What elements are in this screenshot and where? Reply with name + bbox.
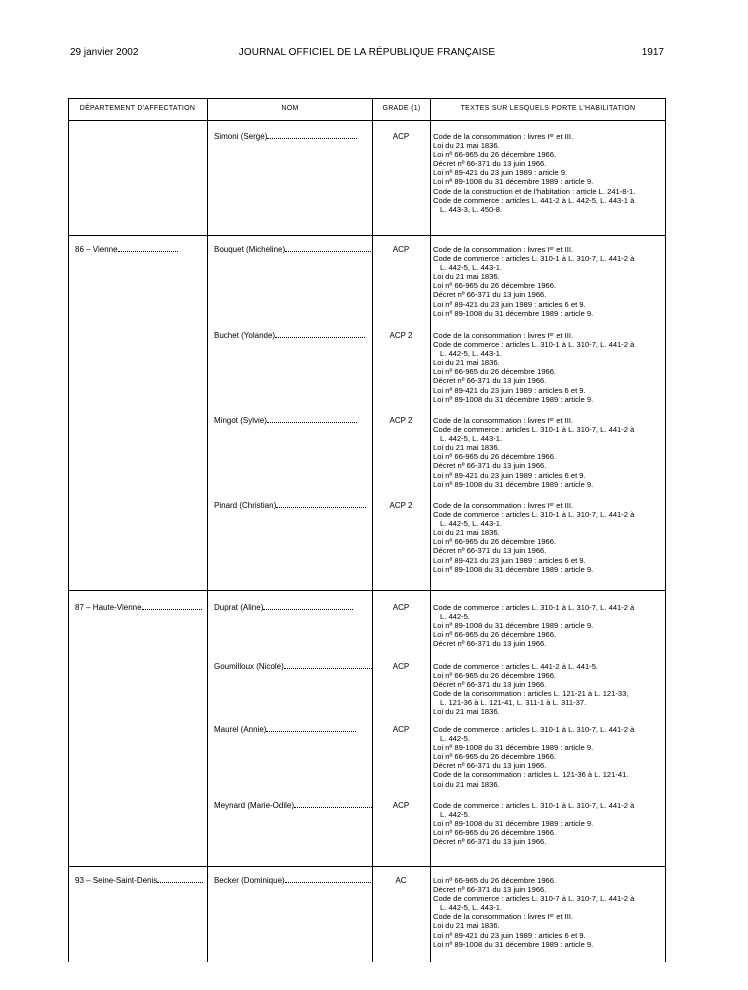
legal-text-line: Loi nº 89-1008 du 31 décembre 1989 : article 9. (433, 308, 594, 318)
dot-leader (285, 251, 372, 252)
department-text: 93 – Seine-Saint-Denis (75, 876, 158, 885)
legal-text-line: L. 442-5, L. 443-1. (440, 903, 503, 913)
table-right-border (665, 98, 666, 962)
habilitation-table (68, 98, 666, 962)
legal-texts (433, 801, 659, 846)
legal-text-line: Code de la construction et de l'habitation : article L. 241-8-1. (433, 186, 636, 196)
legal-text-line: Loi nº 89-1008 du 31 décembre 1989 : article 9. (433, 743, 594, 753)
column-header-nom: NOM (281, 105, 299, 112)
legal-text-line: Loi nº 89-1008 du 31 décembre 1989 : article 9. (433, 394, 594, 404)
grade-value: ACP (392, 725, 410, 734)
grade-value: ACP 2 (389, 331, 413, 340)
legal-text-line: Code de commerce : articles L. 310-1 à L. 310-7, L. 441-2 à (433, 603, 635, 612)
legal-text-line: Code de la consommation : livres Iᵉʳ et III. (433, 416, 574, 425)
legal-text-line: Loi nº 66-965 du 26 décembre 1966. (433, 452, 557, 462)
person-name-text: Mingot (Sylvie) (214, 416, 267, 425)
legal-text-line: Décret nº 66-371 du 13 juin 1966. (433, 376, 547, 386)
legal-text-line: Décret nº 66-371 du 13 juin 1966. (433, 680, 547, 690)
person-name-text: Simoni (Serge) (214, 132, 268, 141)
column-header-departement: DÉPARTEMENT D'AFFECTATION (79, 105, 196, 112)
person-name (214, 876, 372, 885)
dot-leader (284, 668, 372, 669)
grade-value: AC (395, 876, 407, 885)
legal-text-line: Code de commerce : articles L. 310-1 à L. 310-7, L. 441-2 à (433, 340, 635, 350)
legal-text-line: Décret nº 66-371 du 13 juin 1966. (433, 837, 547, 847)
department-label (75, 876, 204, 885)
dot-leader (142, 609, 202, 610)
legal-text-line: L. 442-5. (440, 734, 470, 744)
legal-texts (433, 416, 659, 489)
legal-text-line: Loi nº 89-421 du 23 juin 1989 : articles 6 et 9. (433, 299, 586, 309)
legal-texts (433, 501, 659, 574)
legal-text-line: Code de commerce : articles L. 441-2 à L. 442-5, L. 443-1 à (433, 195, 635, 205)
column-divider (207, 98, 208, 962)
legal-text-line: Loi nº 89-1008 du 31 décembre 1989 : article 9. (433, 939, 594, 949)
legal-text-line: Loi du 21 mai 1836. (433, 443, 500, 453)
dot-leader (267, 138, 357, 139)
grade-value: ACP 2 (389, 416, 413, 425)
legal-text-line: Loi du 21 mai 1836. (433, 921, 500, 931)
legal-texts (433, 245, 659, 318)
grade-value: ACP (392, 662, 410, 671)
legal-text-line: Code de commerce : articles L. 310-1 à L. 310-7, L. 441-2 à (433, 801, 635, 810)
legal-text-line: Code de la consommation : articles L. 121-21 à L. 121-33, (433, 689, 629, 699)
section-rule (68, 590, 666, 591)
legal-text-line: Code de commerce : articles L. 310-7 à L. 310-7, L. 441-2 à (433, 894, 635, 904)
legal-text-line: Code de la consommation : livres Iᵉʳ et III. (433, 245, 574, 254)
table-left-border (68, 98, 69, 962)
section-rule (68, 866, 666, 867)
person-name-text: Maurel (Annie) (214, 725, 267, 734)
legal-text-line: Loi nº 66-965 du 26 décembre 1966. (433, 150, 557, 160)
legal-text-line: Décret nº 66-371 du 13 juin 1966. (433, 290, 547, 300)
legal-text-line: L. 443-3, L. 450-8. (440, 204, 503, 214)
section-rule (68, 235, 666, 236)
person-name (214, 801, 372, 810)
legal-text-line: Décret nº 66-371 du 13 juin 1966. (433, 546, 547, 556)
department-text: 87 – Haute-Vienne (75, 603, 142, 612)
legal-text-line: Loi nº 89-421 du 23 juin 1989 : articles 6 et 9. (433, 385, 586, 395)
legal-text-line: Loi du 21 mai 1836. (433, 358, 500, 368)
legal-text-line: Décret nº 66-371 du 13 juin 1966. (433, 461, 547, 471)
legal-text-line: Code de la consommation : articles L. 121-36 à L. 121-41. (433, 770, 629, 780)
legal-texts (433, 876, 659, 949)
legal-text-line: Code de la consommation : livres Iᵉʳ et III. (433, 132, 574, 141)
legal-text-line: Code de la consommation : livres Iᵉʳ et III. (433, 912, 574, 922)
person-name (214, 416, 372, 425)
grade-value: ACP (392, 603, 410, 612)
person-name-text: Goumilloux (Nicole) (214, 662, 284, 671)
column-divider (372, 98, 373, 962)
legal-text-line: Loi nº 89-1008 du 31 décembre 1989 : article 9. (433, 564, 594, 574)
legal-text-line: Loi nº 66-965 du 26 décembre 1966. (433, 828, 557, 838)
dot-leader (276, 507, 366, 508)
legal-text-line: Loi nº 66-965 du 26 décembre 1966. (433, 671, 557, 681)
legal-text-line: Décret nº 66-371 du 13 juin 1966. (433, 761, 547, 771)
legal-text-line: L. 442-5, L. 443-1. (440, 263, 503, 273)
department-text: 86 – Vienne (75, 245, 118, 254)
legal-text-line: Loi nº 89-421 du 23 juin 1989 : article 9. (433, 168, 568, 178)
journal-title: JOURNAL OFFICIEL DE LA RÉPUBLIQUE FRANÇAISE (238, 47, 496, 58)
legal-text-line: Décret nº 66-371 du 13 juin 1966. (433, 639, 547, 649)
page-header (70, 47, 664, 61)
person-name (214, 603, 372, 612)
column-header-grade: GRADE (1) (382, 105, 421, 112)
person-name (214, 245, 372, 254)
person-name (214, 132, 372, 141)
legal-text-line: Loi du 21 mai 1836. (433, 779, 500, 789)
person-name (214, 501, 372, 510)
legal-text-line: Décret nº 66-371 du 13 juin 1966. (433, 159, 547, 169)
legal-text-line: Loi du 21 mai 1836. (433, 272, 500, 282)
legal-text-line: Loi nº 89-1008 du 31 décembre 1989 : article 9. (433, 479, 594, 489)
grade-value: ACP (392, 801, 410, 810)
dot-leader (266, 731, 356, 732)
column-header-textes: TEXTES SUR LESQUELS PORTE L'HABILITATION (460, 105, 636, 112)
legal-text-line: Loi nº 89-421 du 23 juin 1989 : articles 6 et 9. (433, 555, 586, 565)
legal-text-line: Décret nº 66-371 du 13 juin 1966. (433, 885, 547, 895)
legal-text-line: L. 442-5, L. 443-1. (440, 434, 503, 444)
legal-texts (433, 132, 659, 214)
legal-text-line: Code de commerce : articles L. 441-2 à L. 441-5. (433, 662, 599, 671)
legal-texts (433, 603, 659, 648)
legal-texts (433, 725, 659, 789)
legal-text-line: Loi du 21 mai 1836. (433, 707, 500, 717)
legal-text-line: L. 442-5, L. 443-1. (440, 349, 503, 359)
legal-texts (433, 662, 659, 717)
legal-text-line: Loi nº 66-965 du 26 décembre 1966. (433, 537, 557, 547)
dot-leader (267, 422, 357, 423)
page-number: 1917 (641, 47, 664, 58)
person-name (214, 331, 372, 340)
department-label (75, 245, 204, 254)
person-name-text: Buchet (Yolande) (214, 331, 276, 340)
legal-text-line: L. 442-5. (440, 612, 470, 622)
dot-leader (294, 807, 372, 808)
legal-text-line: Code de commerce : articles L. 310-1 à L. 310-7, L. 441-2 à (433, 725, 635, 734)
grade-value: ACP (392, 245, 410, 254)
legal-text-line: Loi nº 66-965 du 26 décembre 1966. (433, 752, 557, 762)
legal-texts (433, 331, 659, 404)
legal-text-line: Loi nº 66-965 du 26 décembre 1966. (433, 281, 557, 291)
person-name-text: Pinard (Christian) (214, 501, 277, 510)
table-header-rule (68, 120, 666, 121)
department-label (75, 603, 204, 612)
legal-text-line: Loi du 21 mai 1836. (433, 141, 500, 151)
legal-text-line: Loi du 21 mai 1836. (433, 528, 500, 538)
legal-text-line: Loi nº 89-1008 du 31 décembre 1989 : article 9. (433, 621, 594, 631)
dot-leader (157, 882, 204, 883)
column-divider (430, 98, 431, 962)
legal-text-line: Loi nº 89-1008 du 31 décembre 1989 : article 9. (433, 819, 594, 829)
person-name-text: Bouquet (Micheline) (214, 245, 286, 254)
legal-text-line: Loi nº 66-965 du 26 décembre 1966. (433, 876, 557, 885)
grade-value: ACP (392, 132, 410, 141)
dot-leader (263, 609, 353, 610)
person-name-text: Meynard (Marie-Odile) (214, 801, 295, 810)
legal-text-line: Code de la consommation : livres Iᵉʳ et III. (433, 331, 574, 340)
legal-text-line: Loi nº 89-1008 du 31 décembre 1989 : article 9. (433, 177, 594, 187)
legal-text-line: L. 442-5. (440, 810, 470, 820)
legal-text-line: Code de commerce : articles L. 310-1 à L. 310-7, L. 441-2 à (433, 425, 635, 435)
legal-text-line: Loi nº 66-965 du 26 décembre 1966. (433, 367, 557, 377)
legal-text-line: Loi nº 89-421 du 23 juin 1989 : articles 6 et 9. (433, 470, 586, 480)
dot-leader (275, 337, 365, 338)
grade-value: ACP 2 (389, 501, 413, 510)
legal-text-line: Loi nº 89-421 du 23 juin 1989 : articles 6 et 9. (433, 930, 586, 940)
person-name-text: Becker (Dominique) (214, 876, 285, 885)
legal-text-line: L. 442-5, L. 443-1. (440, 519, 503, 529)
person-name (214, 662, 372, 671)
legal-text-line: Code de la consommation : livres Iᵉʳ et III. (433, 501, 574, 510)
dot-leader (285, 882, 372, 883)
person-name-text: Duprat (Aline) (214, 603, 264, 612)
legal-text-line: Loi nº 66-965 du 26 décembre 1966. (433, 630, 557, 640)
legal-text-line: Code de commerce : articles L. 310-1 à L. 310-7, L. 441-2 à (433, 510, 635, 520)
person-name (214, 725, 372, 734)
legal-text-line: Code de commerce : articles L. 310-1 à L. 310-7, L. 441-2 à (433, 254, 635, 264)
legal-text-line: L. 121-36 à L. 121-41, L. 311-1 à L. 311-37. (440, 698, 587, 708)
header-date: 29 janvier 2002 (70, 47, 139, 58)
dot-leader (118, 251, 178, 252)
